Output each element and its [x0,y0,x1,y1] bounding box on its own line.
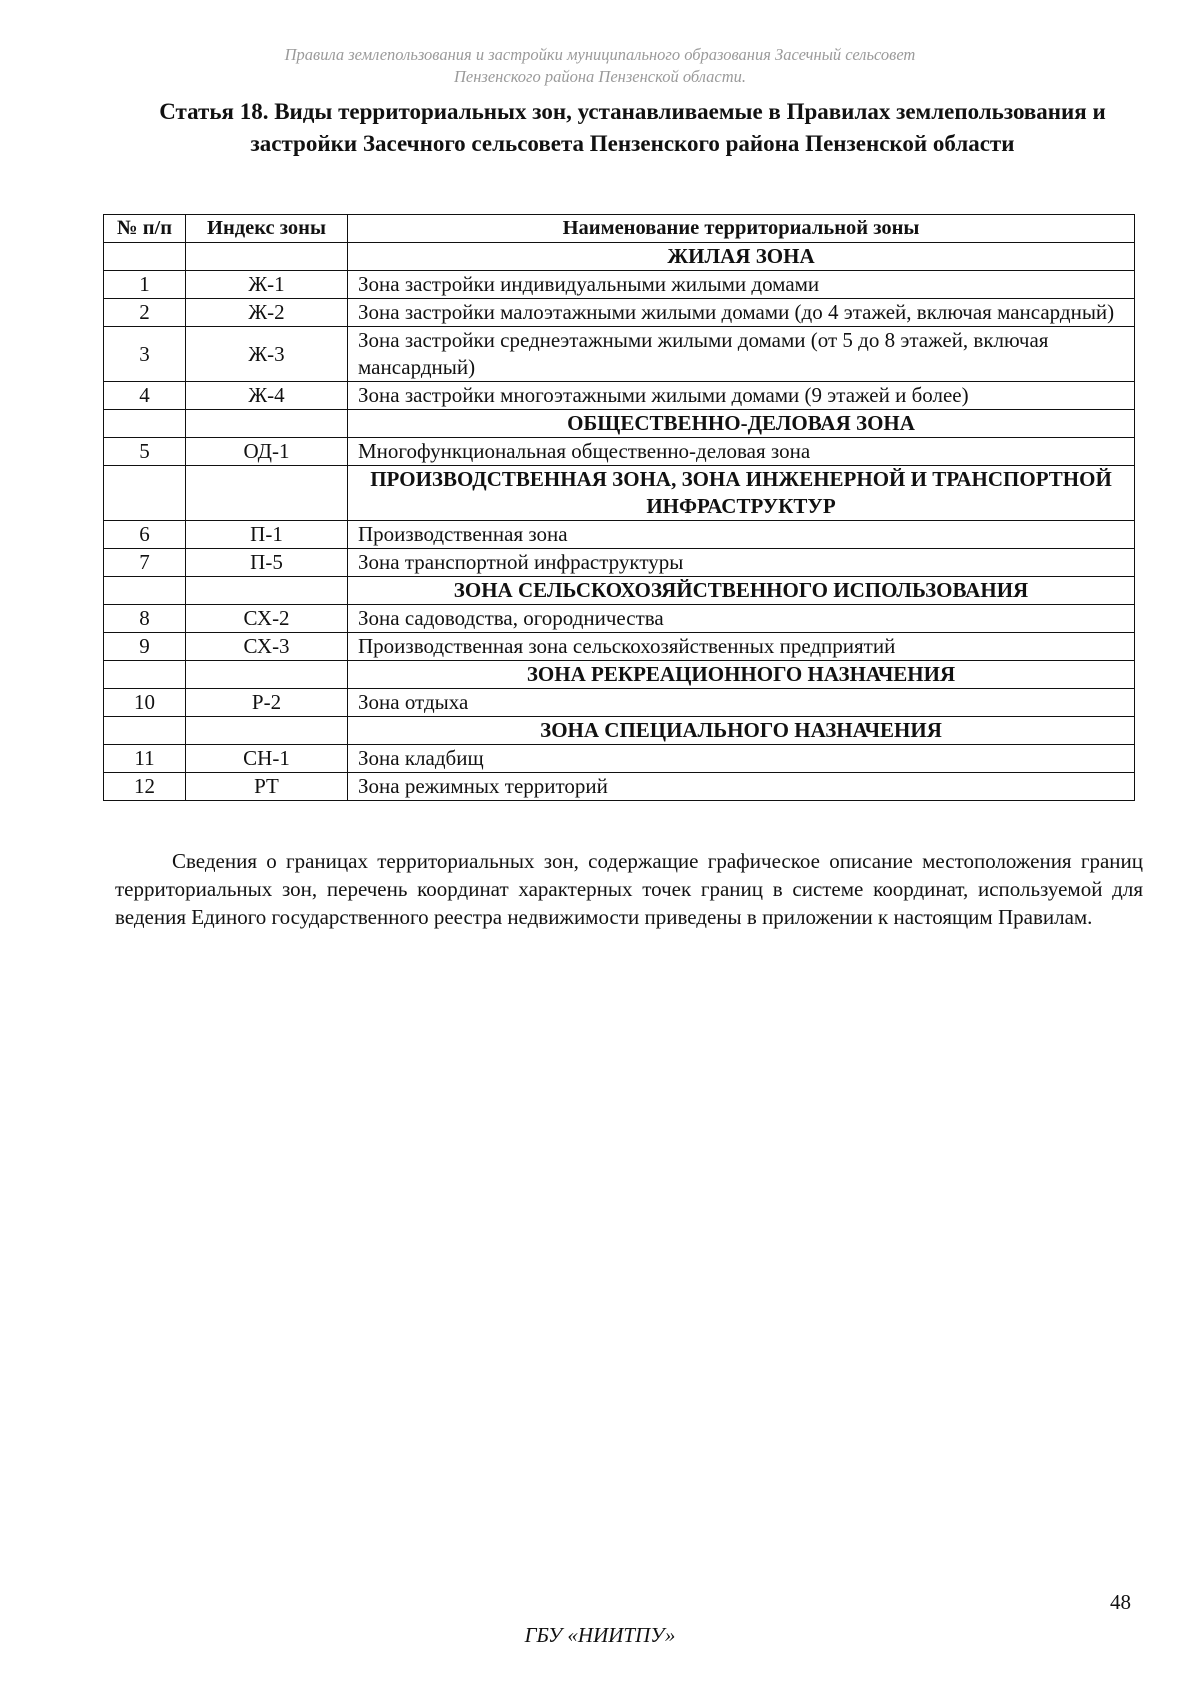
page-number: 48 [1110,1590,1131,1614]
table-row [104,605,1135,633]
cell-index: СХ-3 [186,633,348,661]
cell-number [104,466,186,521]
cell-zone-name: Зона застройки многоэтажными жилыми домами (9 этажей и более) [348,382,1135,410]
cell-index [186,661,348,689]
table-row [104,521,1135,549]
table-row [104,745,1135,773]
table-section-row [104,661,1135,689]
cell-zone-name: Производственная зона сельскохозяйственных предприятий [348,633,1135,661]
table-row [104,299,1135,327]
table-row [104,689,1135,717]
cell-index: П-1 [186,521,348,549]
cell-number: 6 [104,521,186,549]
cell-number: 3 [104,327,186,382]
table-section-row [104,466,1135,521]
table-row [104,438,1135,466]
cell-index [186,577,348,605]
table-section-row [104,717,1135,745]
cell-zone-name: Многофункциональная общественно-деловая зона [348,438,1135,466]
cell-index [186,466,348,521]
cell-zone-name: Зона кладбищ [348,745,1135,773]
table-row [104,633,1135,661]
article-title: Статья 18. Виды территориальных зон, устанавливаемые в Правилах землепользования и застройки Засечного сельсовета Пензенского района Пензенской области [159,99,1106,156]
cell-index: РТ [186,773,348,801]
cell-zone-name: Зона отдыха [348,689,1135,717]
cell-number [104,661,186,689]
cell-index [186,243,348,271]
table-row [104,382,1135,410]
cell-section-title: ПРОИЗВОДСТВЕННАЯ ЗОНА, ЗОНА ИНЖЕНЕРНОЙ И ТРАНСПОРТНОЙ ИНФРАСТРУКТУР [348,466,1135,521]
cell-zone-name: Зона садоводства, огородничества [348,605,1135,633]
cell-index: СН-1 [186,745,348,773]
cell-number: 10 [104,689,186,717]
cell-number: 4 [104,382,186,410]
cell-index: ОД-1 [186,438,348,466]
table-section-row [104,410,1135,438]
cell-section-title: ЗОНА РЕКРЕАЦИОННОГО НАЗНАЧЕНИЯ [348,661,1135,689]
table-row [104,271,1135,299]
running-header-line1: Правила землепользования и застройки муниципального образования Засечный сельсовет [284,45,916,64]
cell-zone-name: Зона застройки среднеэтажными жилыми домами (от 5 до 8 этажей, включая мансардный) [348,327,1135,382]
cell-number: 2 [104,299,186,327]
cell-index [186,717,348,745]
cell-index: Ж-4 [186,382,348,410]
table-section-row [104,243,1135,271]
cell-index: Ж-2 [186,299,348,327]
running-header [0,44,1200,88]
cell-section-title: ОБЩЕСТВЕННО-ДЕЛОВАЯ ЗОНА [348,410,1135,438]
cell-number: 9 [104,633,186,661]
cell-number: 12 [104,773,186,801]
table-section-row [104,577,1135,605]
page-footer: ГБУ «НИИТПУ» [524,1623,676,1647]
cell-number [104,577,186,605]
cell-zone-name: Зона транспортной инфраструктуры [348,549,1135,577]
cell-number [104,410,186,438]
table-header-row [104,215,1135,243]
cell-number: 11 [104,745,186,773]
cell-index: П-5 [186,549,348,577]
table-row [104,549,1135,577]
zones-table-body [104,243,1135,801]
cell-section-title: ЗОНА СПЕЦИАЛЬНОГО НАЗНАЧЕНИЯ [348,717,1135,745]
body-paragraph: Сведения о границах территориальных зон, содержащие графическое описание местоположения границ территориальных зон, перечень координат характерных точек границ в системе координат, используемой для ведения Единого государственного реестра недвижимости приведены в приложении к настоящим Правилам. [115,849,1143,929]
cell-index: Ж-3 [186,327,348,382]
cell-number: 7 [104,549,186,577]
cell-zone-name: Производственная зона [348,521,1135,549]
cell-zone-name: Зона режимных территорий [348,773,1135,801]
table-row [104,327,1135,382]
cell-number [104,243,186,271]
cell-index: СХ-2 [186,605,348,633]
cell-index: Ж-1 [186,271,348,299]
cell-number: 8 [104,605,186,633]
table-row [104,773,1135,801]
cell-number: 5 [104,438,186,466]
cell-number: 1 [104,271,186,299]
running-header-line2: Пензенского района Пензенской области. [454,67,746,86]
zones-table [103,214,1135,801]
column-header-name: Наименование территориальной зоны [348,215,1135,243]
cell-index [186,410,348,438]
cell-zone-name: Зона застройки индивидуальными жилыми домами [348,271,1135,299]
cell-zone-name: Зона застройки малоэтажными жилыми домами (до 4 этажей, включая мансардный) [348,299,1135,327]
cell-index: Р-2 [186,689,348,717]
cell-section-title: ЖИЛАЯ ЗОНА [348,243,1135,271]
column-header-number: № п/п [104,215,186,243]
cell-section-title: ЗОНА СЕЛЬСКОХОЗЯЙСТВЕННОГО ИСПОЛЬЗОВАНИЯ [348,577,1135,605]
cell-number [104,717,186,745]
column-header-index: Индекс зоны [186,215,348,243]
